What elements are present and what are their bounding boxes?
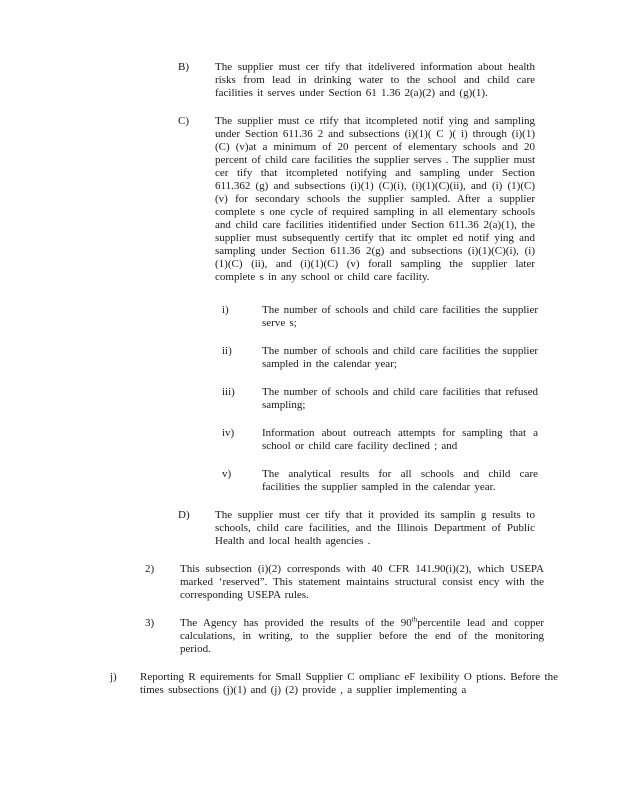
list-item-v	[0, 468, 618, 494]
item-marker-iv: iv)	[222, 427, 235, 439]
list-item-3	[0, 617, 618, 656]
item-marker-C: C)	[178, 115, 189, 127]
item-text-ii: The number of schools and child care facilities the supplier sampled in the calendar year;	[262, 345, 538, 370]
item-marker-v: v)	[222, 468, 232, 480]
list-item-ii	[0, 345, 618, 371]
item-marker-ii: ii)	[222, 345, 232, 357]
item-text-j: Reporting R equirements for Small Supplier C omplianc eF lexibility O ptions. Before the times subsections (j)(1) and (j) (2) provide , a supplier implementing a	[140, 671, 558, 696]
list-item-B	[0, 61, 618, 100]
item-text-3-pre: The Agency has provided the results of the 90	[180, 617, 412, 629]
item-marker-i: i)	[222, 304, 229, 316]
item-text-3-post: percentile lead and copper calculations, in writing, to the supplier before the end of the monitoring period.	[180, 617, 544, 655]
item-marker-j: j)	[110, 671, 117, 683]
list-item-i	[0, 304, 618, 330]
item-marker-D: D)	[178, 509, 190, 521]
item-text-iv: Information about outreach attempts for sampling that a school or child care facility declined ; and	[262, 427, 538, 452]
ordinal-superscript: th	[411, 615, 418, 624]
list-item-C	[0, 115, 618, 284]
list-item-iii	[0, 386, 618, 412]
item-marker-iii: iii)	[222, 386, 235, 398]
item-text-B: The supplier must cer tify that itdelivered information about health risks from lead in drinking water to the school and child care facilities it serves under Section 61 1.36 2(a)(2) and (g)(1).	[215, 61, 535, 99]
item-marker-3: 3)	[145, 617, 155, 629]
list-item-iv	[0, 427, 618, 453]
list-item-D	[0, 509, 618, 548]
item-text-D: The supplier must cer tify that it provided its samplin g results to schools, child care facilities, and the Illinois Department of Public Health and local health agencies .	[215, 509, 535, 547]
item-text-3	[180, 617, 544, 656]
list-item-2	[0, 563, 618, 602]
item-text-iii: The number of schools and child care facilities that refused sampling;	[262, 386, 538, 411]
item-text-C: The supplier must ce rtify that itcompleted notif ying and sampling under Section 611.36 2 and subsections (i)(1)( C )( i) through (i)(1)(C) (v)at a minimum of 20 percent of elementary schools and 20 percent of child care facilities the supplier serves . The supplier must cer tify that itcompleted notifying and sampling under Section 611.362 (g) and subsections (i)(1) (C)(i), (i)(1)(C)(ii), and (i) (1)(C)(v) for secondary schools the supplier sampled. After a supplier complete s one cycle of required sampling in all elementary schools and child care facilities itidentified under Section 611.36 2(a)(1), the supplier must subsequently certify that itc omplet ed notif ying and sampling under Section 611.36 2(g) and subsections (i)(1)(C)(i), (i)(1)(C) (ii), and (i)(1)(C) (v) forall sampling the supplier later complete s in any school or child care facility.	[215, 115, 535, 283]
item-marker-2: 2)	[145, 563, 155, 575]
item-text-2: This subsection (i)(2) corresponds with 40 CFR 141.90(i)(2), which USEPA marked ‘reserved”. This statement maintains structural consist ency with the corresponding USEPA rules.	[180, 563, 544, 601]
item-text-i: The number of schools and child care facilities the supplier serve s;	[262, 304, 538, 329]
item-marker-B: B)	[178, 61, 189, 73]
item-text-v: The analytical results for all schools and child care facilities the supplier sampled in the calendar year.	[262, 468, 538, 493]
list-item-j	[0, 671, 618, 697]
